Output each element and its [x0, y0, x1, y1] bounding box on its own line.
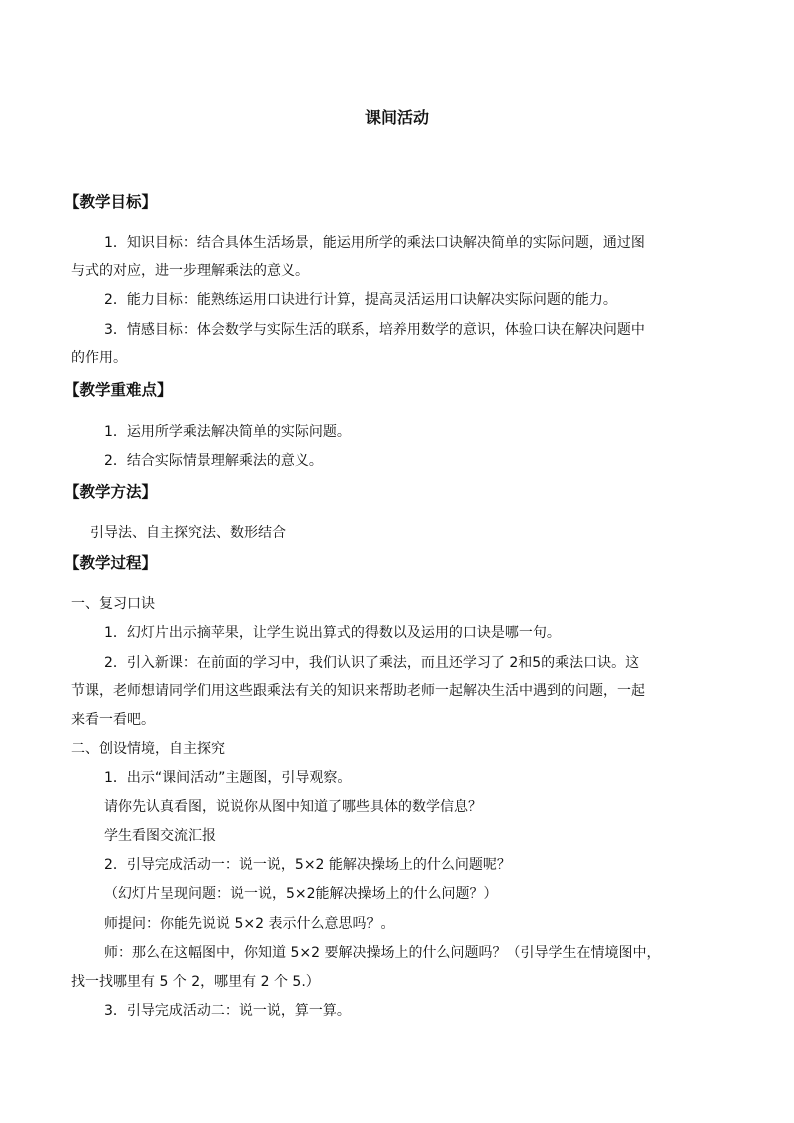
process-line: 2．引导完成活动一：说一说，5×2 能解决操场上的什么问题呢？: [104, 857, 511, 873]
process-line: 师：那么在这幅图中，你知道 5×2 要解决操场上的什么问题吗？（引导学生在情境图中，: [104, 945, 661, 961]
process-line: 2．引入新课：在前面的学习中，我们认识了乘法，而且还学习了 2和5的乘法口诀。这: [104, 655, 640, 671]
process-line: 节课，老师想请同学们用这些跟乘法有关的知识来帮助老师一起解决生活中遇到的问题，一起: [71, 683, 645, 699]
section-heading-keypoints: 【教学重难点】: [64, 381, 173, 399]
process-subheading: 一、复习口诀: [71, 596, 155, 612]
methods-line: 引导法、自主探究法、数形结合: [90, 525, 286, 541]
section-heading-methods: 【教学方法】: [64, 483, 158, 501]
process-line: 找一找哪里有 5 个 2，哪里有 2 个 5.）: [71, 974, 320, 990]
process-line: 请你先认真看图，说说你从图中知道了哪些具体的数学信息？: [104, 799, 482, 815]
process-line: 来看一看吧。: [71, 712, 155, 728]
page-title: 课间活动: [364, 108, 429, 127]
goals-line: 3．情感目标：体会数学与实际生活的联系，培养用数学的意识，体验口诀在解决问题中: [104, 322, 645, 338]
keypoints-line: 1．运用所学乘法解决简单的实际问题。: [104, 424, 351, 440]
process-line: 1．幻灯片出示摘苹果，让学生说出算式的得数以及运用的口诀是哪一句。: [104, 625, 561, 641]
goals-line: 与式的对应，进一步理解乘法的意义。: [71, 263, 309, 279]
process-line: 3．引导完成活动二：说一说，算一算。: [104, 1003, 351, 1019]
process-line: 学生看图交流汇报: [104, 828, 216, 844]
goals-line: 的作用。: [71, 350, 127, 366]
section-heading-process: 【教学过程】: [64, 554, 158, 572]
process-line: （幻灯片呈现问题：说一说，5×2能解决操场上的什么问题？）: [104, 886, 498, 902]
section-heading-goals: 【教学目标】: [64, 193, 158, 211]
goals-line: 2．能力目标：能熟练运用口诀进行计算，提高灵活运用口诀解决实际问题的能力。: [104, 292, 617, 308]
process-line: 师提问：你能先说说 5×2 表示什么意思吗？。: [104, 916, 395, 932]
keypoints-line: 2．结合实际情景理解乘法的意义。: [104, 453, 323, 469]
process-line: 1．出示“课间活动”主题图，引导观察。: [104, 770, 352, 786]
process-subheading: 二、创设情境，自主探究: [71, 741, 225, 757]
goals-line: 1．知识目标：结合具体生活场景，能运用所学的乘法口诀解决简单的实际问题，通过图: [104, 235, 645, 251]
